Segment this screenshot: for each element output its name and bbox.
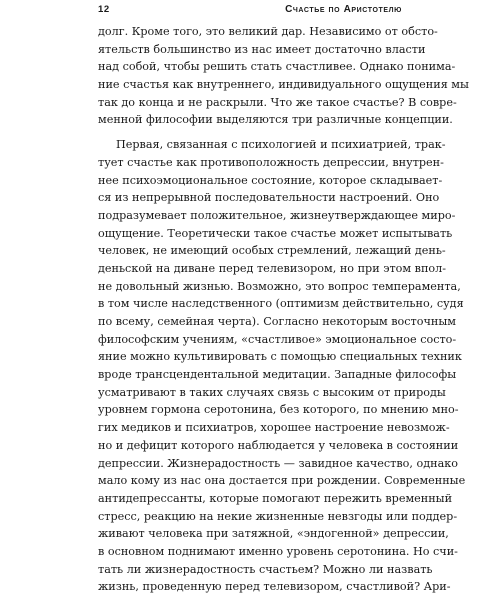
text-line: менной философии выделяются три различные концепции.	[98, 113, 453, 127]
text-line: усматривают в таких случаях связь с высоким от природы	[98, 385, 446, 399]
text-line: жизнь, проведенную перед телевизором, счастливой? Ари-	[98, 580, 451, 594]
text-line: тать ли жизнерадостность счастьем? Можно ли назвать	[98, 562, 433, 576]
text-line: гих медиков и психиатров, хорошее настроение невозмож-	[98, 421, 450, 435]
text-line: по всему, семейная черта). Согласно некоторым восточным	[98, 315, 456, 328]
paragraph	[98, 136, 466, 596]
page-number: 12	[98, 3, 110, 15]
text-line: в том числе наследственного (оптимизм действительно, судя	[98, 297, 464, 311]
text-line: так до конца и не раскрыли. Что же такое счастье? В совре-	[98, 95, 457, 109]
text-line: подразумевает положительное, жизнеутверждающее миро-	[98, 208, 456, 222]
text-line: Первая, связанная с психологией и психиатрией, трак-	[116, 138, 446, 152]
text-line: антидепрессанты, которые помогают пережить временный	[98, 491, 453, 505]
running-title: Счастье по Аристотелю	[285, 3, 402, 15]
text-line: ятельств большинство из нас имеет достаточно власти	[98, 42, 426, 56]
text-line: стресс, реакцию на некие жизненные невзгоды или поддер-	[98, 509, 458, 523]
text-line: мало кому из нас она достается при рождении. Современные	[98, 474, 466, 488]
text-line: философским учениям, «счастливое» эмоциональное состо-	[98, 332, 457, 346]
text-line: нее психоэмоциональное состояние, которое складывает-	[98, 173, 443, 187]
page-header	[98, 3, 402, 15]
text-line: в основном поднимают именно уровень серотонина. Но счи-	[98, 544, 458, 558]
text-line: вроде трансцендентальной медитации. Западные философы	[98, 368, 457, 382]
text-line: ощущение. Теоретически такое счастье может испытывать	[98, 226, 453, 240]
text-line: тует счастье как противоположность депрессии, внутрен-	[98, 155, 444, 169]
text-line: над собой, чтобы решить стать счастливее. Однако понима-	[98, 60, 456, 74]
text-line: ние счастья как внутреннего, индивидуального ощущения мы	[98, 78, 469, 92]
text-line: живают человека при затяжной, «эндогенной» депрессии,	[98, 527, 449, 541]
text-line: человек, не имеющий особых стремлений, лежащий день-	[98, 244, 446, 258]
paragraph	[98, 23, 469, 129]
text-line: депрессии. Жизнерадостность — завидное качество, однако	[98, 456, 458, 470]
paragraph-gap	[98, 129, 402, 136]
text-line: не довольный жизнью. Возможно, это вопрос темперамента,	[98, 279, 461, 293]
text-line: но и дефицит которого наблюдается у человека в состоянии	[98, 438, 459, 452]
body-text	[98, 23, 469, 596]
text-line: ся из непрерывной последовательности настроений. Оно	[98, 191, 440, 205]
text-line: яние можно культивировать с помощью специальных техник	[98, 350, 462, 364]
text-line: долг. Кроме того, это великий дар. Независимо от обсто-	[98, 25, 438, 38]
text-line: уровнем гормона серотонина, без которого, по мнению мно-	[98, 403, 459, 417]
text-line: деньской на диване перед телевизором, но при этом впол-	[98, 261, 447, 275]
